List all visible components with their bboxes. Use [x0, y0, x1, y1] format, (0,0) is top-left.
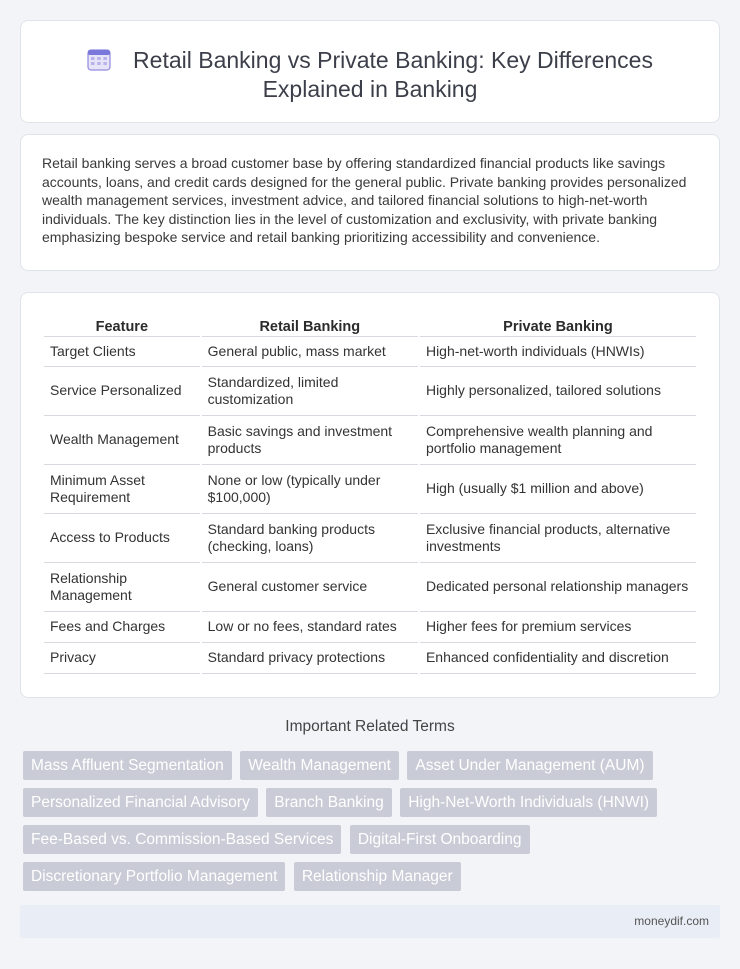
related-terms-list [23, 751, 723, 899]
comparison-table [42, 317, 698, 674]
feature-cell: Service Personalized [44, 367, 200, 416]
tag-relationship-manager[interactable]: Relationship Manager [294, 862, 461, 891]
feature-cell: Access to Products [44, 514, 200, 563]
retail-cell: General customer service [202, 563, 418, 612]
table-row [44, 416, 696, 465]
private-cell: Higher fees for premium services [420, 612, 696, 643]
tag-row [23, 788, 723, 825]
table-row [44, 337, 696, 367]
private-cell: Highly personalized, tailored solutions [420, 367, 696, 416]
feature-cell: Privacy [44, 643, 200, 674]
comparison-card [20, 292, 720, 698]
tag-asset-under-management[interactable]: Asset Under Management (AUM) [407, 751, 652, 780]
calendar-icon [87, 47, 111, 71]
tag-personalized-financial-advisory[interactable]: Personalized Financial Advisory [23, 788, 258, 817]
title-line-2: Explained in Banking [262, 76, 478, 102]
tag-fee-based-vs-commission-based[interactable]: Fee-Based vs. Commission-Based Services [23, 825, 341, 854]
tag-row [23, 825, 723, 862]
private-cell: Exclusive financial products, alternative investments [420, 514, 696, 563]
retail-cell: Standard privacy protections [202, 643, 418, 674]
private-cell: Comprehensive wealth planning and portfolio management [420, 416, 696, 465]
title-card [20, 20, 720, 123]
table-row [44, 643, 696, 674]
feature-cell: Target Clients [44, 337, 200, 367]
tag-row [23, 751, 723, 788]
tag-row [23, 862, 723, 899]
retail-cell: Standard banking products (checking, loans) [202, 514, 418, 563]
tag-wealth-management[interactable]: Wealth Management [240, 751, 399, 780]
retail-cell: General public, mass market [202, 337, 418, 367]
title-line-1: Retail Banking vs Private Banking: Key Differences [133, 47, 653, 73]
footer-site-link[interactable]: moneydif.com [634, 914, 709, 928]
tag-branch-banking[interactable]: Branch Banking [266, 788, 391, 817]
intro-paragraph: Retail banking serves a broad customer base by offering standardized financial products like savings accounts, loans, and credit cards designed for the general public. Private banking provides personalized wealth management services, investment advice, and tailored financial solutions to high-net-worth individuals. The key distinction lies in the level of customization and exclusivity, with private banking emphasizing bespoke service and retail banking prioritizing accessibility and convenience. [42, 155, 687, 245]
related-terms-heading: Important Related Terms [285, 718, 455, 735]
feature-cell: Wealth Management [44, 416, 200, 465]
header-private-banking: Private Banking [420, 317, 696, 337]
intro-card [20, 134, 720, 271]
tag-digital-first-onboarding[interactable]: Digital-First Onboarding [350, 825, 530, 854]
page-title [21, 46, 719, 104]
retail-cell: None or low (typically under $100,000) [202, 465, 418, 514]
table-row [44, 563, 696, 612]
retail-cell: Basic savings and investment products [202, 416, 418, 465]
feature-cell: Minimum Asset Requirement [44, 465, 200, 514]
retail-cell: Low or no fees, standard rates [202, 612, 418, 643]
footer [20, 905, 720, 938]
header-retail-banking: Retail Banking [202, 317, 418, 337]
table-header-row [44, 317, 696, 337]
private-cell: High (usually $1 million and above) [420, 465, 696, 514]
tag-high-net-worth-individuals[interactable]: High-Net-Worth Individuals (HNWI) [400, 788, 657, 817]
table-row [44, 612, 696, 643]
table-row [44, 367, 696, 416]
tag-discretionary-portfolio-management[interactable]: Discretionary Portfolio Management [23, 862, 285, 891]
private-cell: Enhanced confidentiality and discretion [420, 643, 696, 674]
feature-cell: Fees and Charges [44, 612, 200, 643]
header-feature: Feature [44, 317, 200, 337]
retail-cell: Standardized, limited customization [202, 367, 418, 416]
table-row [44, 514, 696, 563]
tag-mass-affluent-segmentation[interactable]: Mass Affluent Segmentation [23, 751, 232, 780]
private-cell: High-net-worth individuals (HNWIs) [420, 337, 696, 367]
private-cell: Dedicated personal relationship managers [420, 563, 696, 612]
feature-cell: Relationship Management [44, 563, 200, 612]
table-row [44, 465, 696, 514]
